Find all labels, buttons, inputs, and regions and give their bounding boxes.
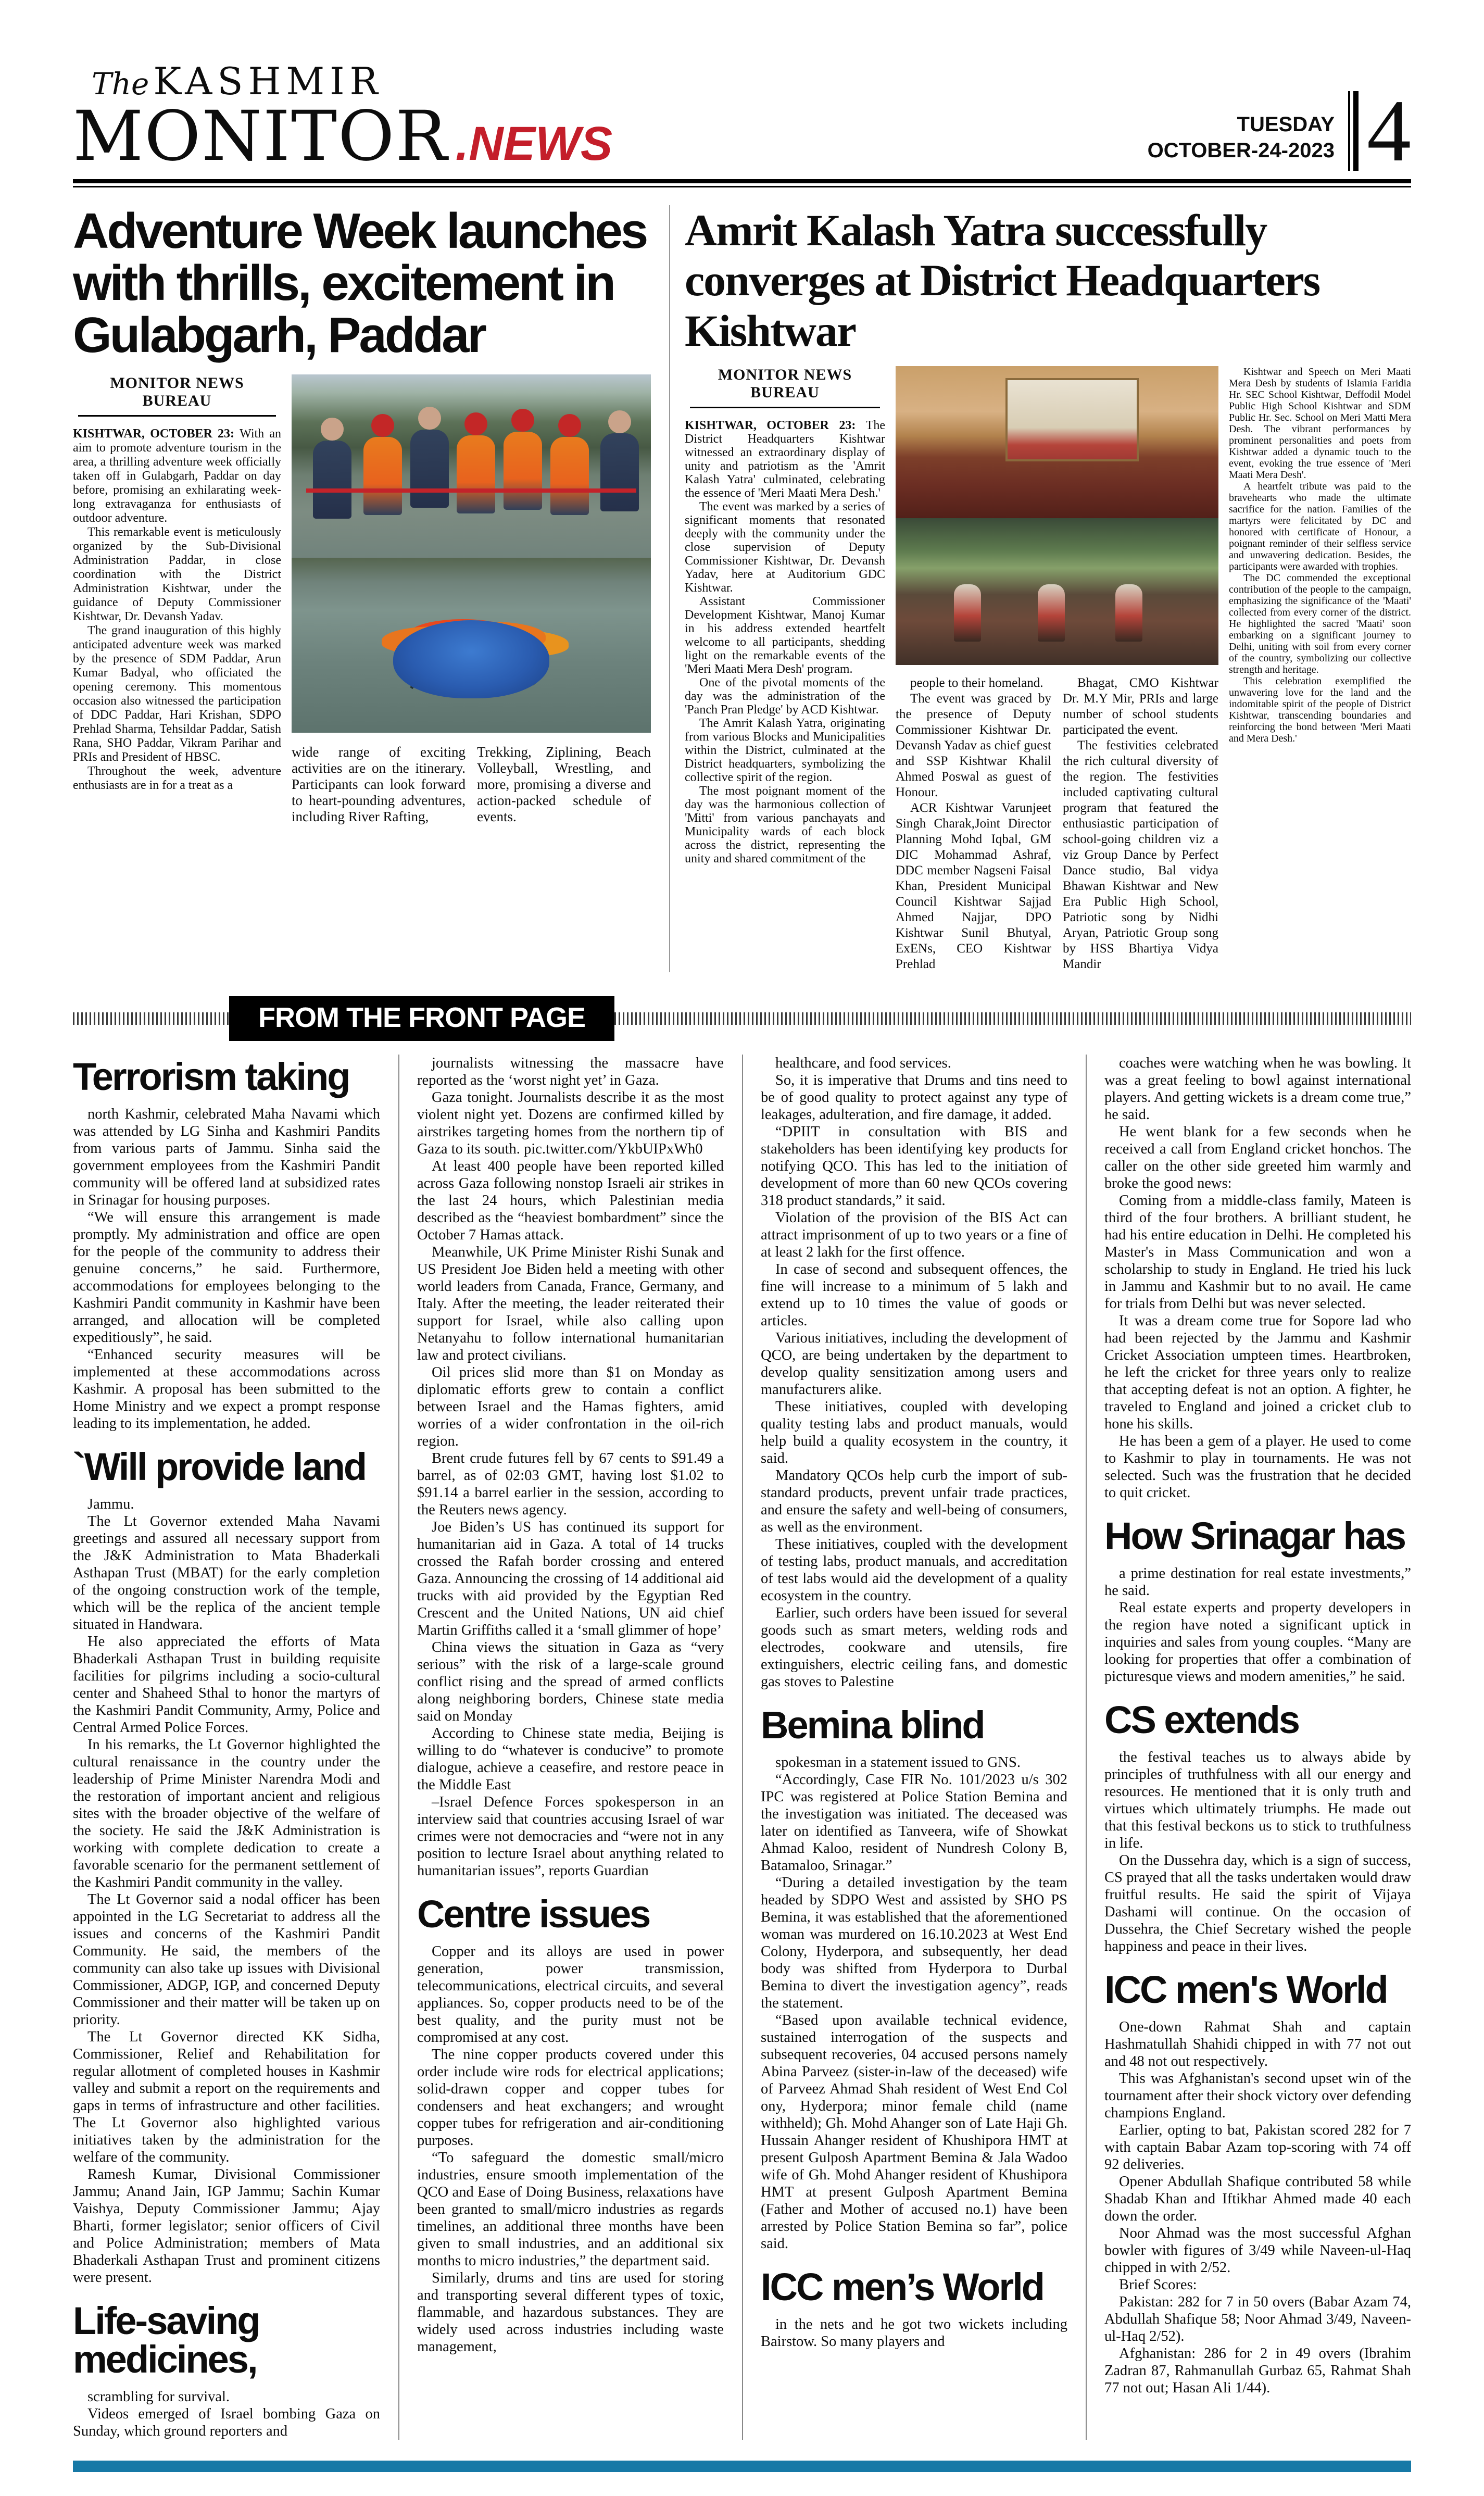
story-headline: `Will provide land xyxy=(73,1445,366,1488)
section-banner xyxy=(73,998,1411,1039)
story-paragraph: So, it is imperative that Drums and tins need to be of good quality to protect against any type of leakages, adulteration, and fire damage, it added. xyxy=(761,1072,1067,1123)
story-paragraph: The Amrit Kalash Yatra, originating from various Blocks and Municipalities within the District, culminated at the District headquarters, symbolizing the collective spirit of the region. xyxy=(685,716,885,784)
story-paragraph: The Lt Governor said a nodal officer has been appointed in the LG Secretariat to address all the issues and concerns of the Kashmiri Pandit Community. He said, the members of the community can also take up issues with Divisional Commissioner, ADGP, IGP, and concerned Deputy Commissioner and their matter will be taken up on priority. xyxy=(73,1891,380,2028)
story-paragraph: a prime destination for real estate investments,” he said. xyxy=(1104,1565,1411,1599)
caption-column-2: Trekking, Ziplining, Beach Volleyball, Wrestling, and more, promising a diverse and action-packed schedule of events. xyxy=(477,744,651,825)
story-paragraph: “To safeguard the domestic small/micro industries, ensure smooth implementation of the QCO and Ease of Doing Business, relaxations have been granted to small/micro industries as regards timelines, an additional three months have been given to small industries, and an additional six months to micro industries,” the department said. xyxy=(417,2149,724,2269)
story-paragraph: It was a dream come true for Sopore lad who had been rejected by the Jammu and Kashmir Cricket Association umpteen times. Heartbroken, he left the cricket for three years only to realize that accepting defeat is not an option. A fighter, he traveled to England and joined a cricket club to hone his skills. xyxy=(1104,1312,1411,1432)
story-paragraph: Assistant Commissioner Development Kishtwar, Manoj Kumar in his address extended heartfelt welcome to all participants, shedding light on the remarkable events of the 'Meri Maati Mera Desh' program. xyxy=(685,594,885,676)
photo-auditorium-event xyxy=(896,366,1218,518)
story-paragraph: The Lt Governor directed KK Sidha, Commissioner, Relief and Rehabilitation for regular allotment of completed houses in Kashmir valley and submit a report on the requirements and gaps in terms of infrastructure and other facilities. The Lt Governor also highlighted various initiatives taken by the administration for the welfare of the community. xyxy=(73,2028,380,2165)
story-headline: ICC men's World xyxy=(1104,1967,1387,2011)
story-paragraph: The nine copper products covered under this order include wire rods for electrical applications; solid-drawn copper and copper tubes for condensers and heat exchangers; and wrought copper tubes for refrigeration and air-conditioning purposes. xyxy=(417,2046,724,2149)
story-paragraph: people to their homeland. xyxy=(910,675,1043,690)
article-body-column-2 xyxy=(896,675,1051,972)
story-paragraph: He also appreciated the efforts of Mata Bhaderkali Asthapan Trust in building requisite facilities for pilgrims including a socio-cultural center and Shaheed Sthal to honor the martyrs of the Kashmiri Pandit Community, Army, Police and Central Armed Police Forces. xyxy=(73,1633,380,1736)
lead-section xyxy=(73,205,1411,972)
story-paragraph: The Lt Governor extended Maha Navami greetings and assured all necessary support from the J&K Administration to Mata Bhaderkali Asthapan Trust (MBAT) for the early completion of the ongoing construction work of the temple, which will be the replica of the ancient temple situated in Handwara. xyxy=(73,1513,380,1633)
story-paragraph: Meanwhile, UK Prime Minister Rishi Sunak and US President Joe Biden held a meeting with other world leaders from Canada, France, Germany, and Italy. After the meeting, the leader reiterated their support for Israel, while also calling upon Netanyahu to follow international humanitarian law and protect civilians. xyxy=(417,1244,724,1363)
story-headline: Terrorism taking xyxy=(73,1055,349,1098)
dateline: KISHTWAR, OCTOBER 23: xyxy=(73,427,240,441)
article-amrit-kalash xyxy=(669,205,1411,972)
story-paragraph: One-down Rahmat Shah and captain Hashmatullah Shahidi chipped in with 77 not out and 48 not out respectively. xyxy=(1104,2018,1411,2069)
story-paragraph: healthcare, and food services. xyxy=(775,1055,951,1071)
story-paragraph: Opener Abdullah Shafique contributed 58 while Shadab Khan and Iftikhar Ahmed made 40 each down the order. xyxy=(1104,2173,1411,2224)
story-paragraph: Joe Biden’s US has continued its support for humanitarian aid in Gaza. A total of 14 trucks crossed the Rafah border crossing and entered Gaza. Announcing the crossing of 14 additional aid trucks with aid provided by the Egyptian Red Crescent and the United Nations, UN aid chief Martin Griffiths called it a ‘small glimmer of hope’ xyxy=(417,1519,724,1638)
byline: MONITOR NEWS BUREAU xyxy=(690,366,880,408)
footer-accent-bar xyxy=(73,2461,1411,2472)
story-paragraph: north Kashmir, celebrated Maha Navami which was attended by LG Sinha and Kashmiri Pandits from various parts of Jammu. Sinha said the government employees from the Kashmiri Pandit community will be offered land at subsidized rates in Srinagar for housing purposes. xyxy=(73,1106,380,1208)
continuation-column-1 xyxy=(73,1055,380,2440)
masthead-the: The xyxy=(92,66,149,102)
photo-ribbon-cutting xyxy=(292,374,651,558)
story-paragraph: The event was graced by the presence of Deputy Commissioner Kishtwar Dr. Devansh Yadav as chief guest and SSP Kishtwar Khalil Ahmed Poswal as guest of Honour. xyxy=(896,691,1051,799)
story-paragraph: Videos emerged of Israel bombing Gaza on Sunday, which ground reporters and xyxy=(73,2405,380,2439)
story-headline: Life-saving medicines, xyxy=(73,2299,259,2381)
caption-column-1: wide range of exciting activities are on the itinerary. Participants can look forward to heart-pounding adventures, including River Rafting, xyxy=(292,744,466,825)
banner-hatch-right xyxy=(614,1012,1411,1025)
story-paragraph: Violation of the provision of the BIS Act can attract imprisonment of up to two years or a fine of at least 2 lakh for the first offence. xyxy=(761,1209,1067,1260)
story-paragraph: spokesman in a statement issued to GNS. xyxy=(775,1754,1021,1771)
date-label: OCTOBER-24-2023 xyxy=(1147,139,1335,162)
article-headline: Adventure Week launches with thrills, excitement in Gulabgarh, Paddar xyxy=(73,203,647,363)
story-paragraph: In his remarks, the Lt Governor highlighted the cultural renaissance in the country under the leadership of Prime Minister Narendra Modi and the restoration of important ancient and religious sites with the broader objective of the welfare of the society. He said the J&K Administration is working with complete dedication to create a favorable scenario for the permanent settlement of the Kashmiri Pandit community in the valley. xyxy=(73,1736,380,1890)
story-headline: Bemina blind xyxy=(761,1703,984,1747)
photo-and-continuation xyxy=(896,366,1218,972)
story-paragraph: One of the pivotal moments of the day was the administration of the 'Panch Pran Pledge' by ACD Kishtwar. xyxy=(685,675,885,717)
header-rule xyxy=(73,179,1411,187)
photo-cultural-stage xyxy=(896,518,1218,665)
story-paragraph: This was Afghanistan's second upset win of the tournament after their shock victory over defending champions England. xyxy=(1104,2070,1411,2121)
story-paragraph: The grand inauguration of this highly anticipated adventure week was marked by the presence of SDM Paddar, Arun Kumar Badyal, who officiated the opening ceremony. This momentous occasion also witnessed the participation of DDC Paddar, Hari Krishan, SDPO Prehlad Sharma, Tehsildar Paddar, Satish Rana, SHO Paddar, Vikram Parihar and PRIs and President of HBSC. xyxy=(73,624,281,764)
story-paragraph: He went blank for a few seconds when he received a call from England cricket honchos. The caller on the other side greeted him warmly and broke the good news: xyxy=(1104,1123,1411,1191)
story-paragraph: The festivities celebrated the rich cultural diversity of the region. The festivities included captivating cultural program that featured the enthusiastic participation of school-going children viz a viz Group Dance by Perfect Dance studio, Bal vidya Bhawan Kishtwar and New Era Public High School, Patriotic song by Nidhi Aryan, Patriotic Group song by HSS Bhartiya Vidya Mandir xyxy=(1063,738,1218,971)
story-headline: CS extends xyxy=(1104,1698,1299,1741)
article-body-column-4 xyxy=(1229,366,1411,744)
banner-hatch-left xyxy=(73,1012,229,1025)
story-paragraph: Ramesh Kumar, Divisional Commissioner Jammu; Anand Jain, IGP Jammu; Sachin Kumar Vaishya, Deputy Commissioner Jammu; Ajay Bharti, former legislator; senior officers of Civil and Police Administration; members of Mata Bhaderkali Asthapan Trust and prominent citizens were present. xyxy=(73,2166,380,2286)
story-paragraph: Earlier, opting to bat, Pakistan scored 282 for 7 with captain Babar Azam top-scoring with 74 off 92 deliveries. xyxy=(1104,2122,1411,2173)
story-paragraph: journalists witnessing the massacre have reported as the ‘worst night yet’ in Gaza. xyxy=(417,1055,724,1088)
story-paragraph: Kishtwar and Speech on Meri Maati Mera Desh by students of Islamia Faridia Hr. SEC School Kishtwar, Deffodil Model Public High School Kishtwar and SDM Public Hr. Sec. School on Meri Matti Mera Desh. The vibrant performances by prominent personalities and poets from Kishtwar added a dynamic touch to the event, evoking the true essence of 'Meri Maati Mera Desh'. xyxy=(1229,366,1411,481)
story-paragraph: scrambling for survival. xyxy=(87,2388,230,2405)
red-ribbon xyxy=(306,488,637,493)
stage-screen xyxy=(1005,378,1139,461)
article-body-column-1 xyxy=(685,419,885,866)
story-paragraph: Oil prices slid more than $1 on Monday as diplomatic efforts grew to contain a conflict between Israel and the Hamas fighters, amid worries of a wider confrontation in the oil-rich region. xyxy=(417,1364,724,1449)
story-paragraph: Various initiatives, including the development of QCO, are being undertaken by the department to develop quality sensitization among users and manufacturers alike. xyxy=(761,1329,1067,1398)
byline: MONITOR NEWS BUREAU xyxy=(78,374,276,417)
story-paragraph: Pakistan: 282 for 7 in 50 overs (Babar Azam 74, Abdullah Shafique 58; Noor Ahmad 3/49, Naveen-ul-Haq 2/52). xyxy=(1104,2293,1411,2344)
story-paragraph: These initiatives, coupled with the development of testing labs, product manuals, and accreditation of test labs would aid the development of a quality ecosystem in the country. xyxy=(761,1536,1067,1604)
story-paragraph: The DC commended the exceptional contribution of the people to the campaign, emphasizing the significance of the 'Maati' collected from every corner of the district. He highlighted the sacred 'Maati' soon embarking on a significant journey to Delhi, uniting with soil from every corner of the country, symbolizing our collective strength and heritage. xyxy=(1229,572,1411,675)
story-paragraph: in the nets and he got two wickets including Bairstow. So many players and xyxy=(761,2316,1067,2350)
banner-label: FROM THE FRONT PAGE xyxy=(229,996,614,1041)
story-paragraph: –Israel Defence Forces spokesperson in an interview said that countries accusing Israel of war crimes were not democracies and “were not in any position to lecture Israel about anything related to humanitarian issues”, reports Guardian xyxy=(417,1793,724,1879)
article-body-column-3 xyxy=(1063,675,1218,972)
story-paragraph: The event was marked by a series of significant moments that resonated deeply with the community under the close supervision of Deputy Commissioner Kishtwar, Dr. Devansh Yadav, here at Auditorium GDC Kishtwar. xyxy=(685,499,885,595)
story-paragraph: Throughout the week, adventure enthusiasts are in for a treat as a xyxy=(73,764,281,793)
story-paragraph: coaches were watching when he was bowling. It was a great feeling to bowl against international players. And getting wickets is a dream come true,” he said. xyxy=(1104,1055,1411,1123)
article-body-column xyxy=(73,427,281,793)
weekday-label: TUESDAY xyxy=(1237,113,1335,136)
story-paragraph: the festival teaches us to always abide by principles of truthfulness with all our energy and resources. He mentioned that it is only truth and virtues which ultimately triumphs. He made out that this festival beckons us to stick to truthfulness in life. xyxy=(1104,1749,1411,1851)
story-paragraph: Coming from a middle-class family, Mateen is third of the four brothers. A brilliant student, he had his entire education in Delhi. He completed his Master's in Mass Communication and won a scholarship to study in England. He tried his luck in Jammu and Kashmir but to no avail. He came for trials from Delhi but was never selected. xyxy=(1104,1192,1411,1312)
masthead-kashmir: KASHMIR xyxy=(153,59,383,103)
story-paragraph: Copper and its alloys are used in power generation, power transmission, telecommunications, electrical circuits, and several appliances. So, copper products need to be of the best quality, and the purity must not be compromised at any cost. xyxy=(417,1943,724,2046)
story-paragraph: On the Dussehra day, which is a sign of success, CS prayed that all the tasks undertaken would draw fruitful results. He said the spirit of Vijaya Dashami will continue. On the occasion of Dussehra, the Chief Secretary wished the people happiness and peace in their lives. xyxy=(1104,1852,1411,1954)
story-paragraph: At least 400 people have been reported killed across Gaza following nonstop Israeli air strikes in the last 24 hours, which Palestinian media described as the “heaviest bombardment” since the October 7 Hamas attack. xyxy=(417,1158,724,1243)
story-headline: ICC men’s World xyxy=(761,2265,1043,2309)
story-paragraph: Mandatory QCOs help curb the import of sub-standard products, prevent unfair trade practices, and ensure the safety and well-being of consumers, as well as the environment. xyxy=(761,1467,1067,1535)
dateline: KISHTWAR, OCTOBER 23: xyxy=(685,418,866,432)
story-paragraph: Earlier, such orders have been issued for several goods such as smart meters, welding rods and electrodes, cookware and utensils, fire extinguishers, electric ceiling fans, and domestic gas stoves to Palestine xyxy=(761,1604,1067,1690)
story-paragraph: “We will ensure this arrangement is made promptly. My administration and office are open for the people of the community to address their genuine concerns,” he said. Furthermore, accommodations for employees belonging to the Kashmiri Pandit community in Kashmir have been arranged, and allocation will be completed expeditiously”, he said. xyxy=(73,1209,380,1346)
story-paragraph: Noor Ahmad was the most successful Afghan bowler with figures of 3/49 while Naveen-ul-Haq chipped in with 2/52. xyxy=(1104,2225,1411,2276)
story-paragraph: According to Chinese state media, Beijing is willing to do “whatever is conducive” to promote dialogue, achieve a ceasefire, and restore peace in the Middle East xyxy=(417,1725,724,1793)
story-paragraph: Jammu. xyxy=(87,1496,134,1512)
date-block xyxy=(1147,82,1411,180)
story-paragraph: Similarly, drums and tins are used for storing and transporting several different types of toxic, flammable, and hazardous substances. They are widely used across industries including waste management, xyxy=(417,2269,724,2355)
story-paragraph: These initiatives, coupled with developing quality testing labs and product manuals, would help build a quality ecosystem in the country, it said. xyxy=(761,1398,1067,1466)
story-paragraph: “During a detailed investigation by the team headed by SDPO West and assisted by SHO PS Bemina, it was established that the aforementioned woman was murdered on 16.10.2023 at West End Colony, Hyderpora, and subsequently, her dead body was shifted from Hyderpora to Durbal Bemina to divert the investigation agency”, reads the statement. xyxy=(761,1874,1067,2011)
story-paragraph: The most poignant moment of the day was the harmonious collection of 'Mitti' from various panchayats and Municipality wards of each block across the district, representing the unity and shared commitment of the xyxy=(685,784,885,866)
story-paragraph: China views the situation in Gaza as “very serious” with the risk of a large-scale ground conflict rising and the spread of armed conflicts along neighboring borders, Chinese state media said on Monday xyxy=(417,1639,724,1724)
story-paragraph: A heartfelt tribute was paid to the bravehearts who made the ultimate sacrifice for the nation. Families of the martyrs were felicitated by DC and honored with certificate of Honour, a poignant reminder of their selfless service and unwavering dedication. Besides, the participants were awarded with trophies. xyxy=(1229,480,1411,572)
story-paragraph: Bhagat, CMO Kishtwar Dr. M.Y Mir, PRIs and large number of school students participated the event. xyxy=(1063,675,1218,737)
story-paragraph: Afghanistan: 286 for 2 in 49 overs (Ibrahim Zadran 87, Rahmanullah Gurbaz 65, Rahmat Shah 77 not out; Hasan Ali 1/44). xyxy=(1104,2345,1411,2396)
story-headline: How Srinagar has xyxy=(1104,1514,1405,1558)
continuation-column-3 xyxy=(742,1055,1067,2440)
story-paragraph: “Based upon available technical evidence, sustained interrogation of the suspects and subsequent recoveries, 04 accused persons namely Abina Parveez (sister-in-law of the deceased) wife of Parveez Ahmad Shah resident of West End Col ony, Hyderpora; minor female child (name withheld); Gh. Mohd Ahanger son of Late Haji Gh. Hussain Ahanger resident of Khushipora HMT at present Gulposh Apartment Bemina & Jala Wadoo wife of Gh. Mohd Ahanger resident of Khushipora HMT at present Gulposh Apartment Bemina (Father and Mother of accused no.1) have been arrested by Police Station Bemina so far”, police said. xyxy=(761,2012,1067,2252)
masthead xyxy=(73,59,613,177)
photo-river-rafting xyxy=(292,558,651,733)
story-paragraph: This celebration exemplified the unwavering love for the land and the indomitable spirit of the people of District Kishtwar, transcending boundaries and reinforcing the bond between 'Meri Maati and Mera Desh.' xyxy=(1229,675,1411,744)
story-paragraph: KISHTWAR, OCTOBER 23: With an aim to promote adventure tourism in the area, a thrilling adventure week officially taken off in Gulabgarh, Paddar on day before, promising an exhilarating week-long extravaganza for enthusiasts of outdoor adventure. xyxy=(73,427,281,525)
masthead-monitor: MONITOR xyxy=(73,96,448,177)
story-paragraph: Gaza tonight. Journalists describe it as the most violent night yet. Dozens are confirmed killed by airstrikes targeting homes from the northern tip of Gaza to its south. pic.twitter.com/YkbUIPxWh0 xyxy=(417,1089,724,1157)
story-paragraph: Real estate experts and property developers in the region have noted a significant uptick in inquiries and sales from young couples. “Many are looking for properties that offer a combination of picturesque views and modern amenities,” he said. xyxy=(1104,1599,1411,1685)
page-number: 4 xyxy=(1353,91,1411,171)
article-headline: Amrit Kalash Yatra successfully converges at District Headquarters Kishtwar xyxy=(685,205,1320,356)
story-paragraph: This remarkable event is meticulously organized by the Sub-Divisional Administration Paddar, in close coordination with the District Administration Kishtwar, under the guidance of Deputy Commissioner Kishtwar, Dr. Devansh Yadav. xyxy=(73,525,281,624)
continuation-column-4 xyxy=(1086,1055,1411,2440)
photo-captions xyxy=(292,744,651,825)
story-paragraph: “Enhanced security measures will be implemented at these accommodations across Kashmir. A proposal has been submitted to the Home Ministry and we expect a prompt response leading to its implementation, he added. xyxy=(73,1346,380,1432)
story-paragraph: KISHTWAR, OCTOBER 23: The District Headquarters Kishtwar witnessed an extraordinary display of unity and patriotism as the 'Amrit Kalash Yatra' culminated, celebrating the essence of 'Meri Maati Mera Desh.' xyxy=(685,418,885,500)
page-header xyxy=(73,0,1411,180)
photo-column xyxy=(292,374,651,825)
story-paragraph: In case of second and subsequent offences, the fine will increase to a minimum of 5 lakh and extend up to 10 times the value of goods or articles. xyxy=(761,1261,1067,1329)
page-number-box xyxy=(1348,82,1411,180)
article-adventure-week xyxy=(73,205,651,972)
story-paragraph: “DPIIT in consultation with BIS and stakeholders has been identifying key products for notifying QCO. This has led to the initiation of development of more than 60 new QCOs covering 318 product standards,” it said. xyxy=(761,1123,1067,1209)
story-headline: Centre issues xyxy=(417,1892,650,1936)
story-paragraph: ACR Kishtwar Varunjeet Singh Charak,Joint Director Planning Mohd Iqbal, GM DIC Mohammad Ashraf, DDC member Nagseni Faisal Khan, President Municipal Council Kishtwar Sajjad Ahmed Najjar, DPO Kishtwar Sunil Bhutyal, ExENs, CEO Kishtwar Prehlad xyxy=(896,800,1051,971)
front-page-continuations xyxy=(73,1055,1411,2440)
blue-raft xyxy=(393,620,549,698)
story-paragraph: “Accordingly, Case FIR No. 101/2023 u/s 302 IPC was registered at Police Station Bemina and the investigation was initiated. The deceased was later on identified as Tanveera, wife of Showkat Ahmad Kaloo, resident of Nundresh Colony B, Batamaloo, Srinagar.” xyxy=(761,1771,1067,1874)
masthead-news-suffix: .NEWS xyxy=(455,117,613,170)
story-paragraph: Brent crude futures fell by 67 cents to $91.49 a barrel, as of 02:03 GMT, having lost $1.02 to $91.14 a barrel earlier in the session, according to the Reuters news agency. xyxy=(417,1450,724,1518)
story-paragraph: Brief Scores: xyxy=(1119,2276,1197,2293)
story-paragraph: He has been a gem of a player. He used to come to Kashmir to play in tournaments. He was not selected. Such was the frustration that he decided to quit cricket. xyxy=(1104,1433,1411,1501)
continuation-column-2 xyxy=(398,1055,724,2440)
